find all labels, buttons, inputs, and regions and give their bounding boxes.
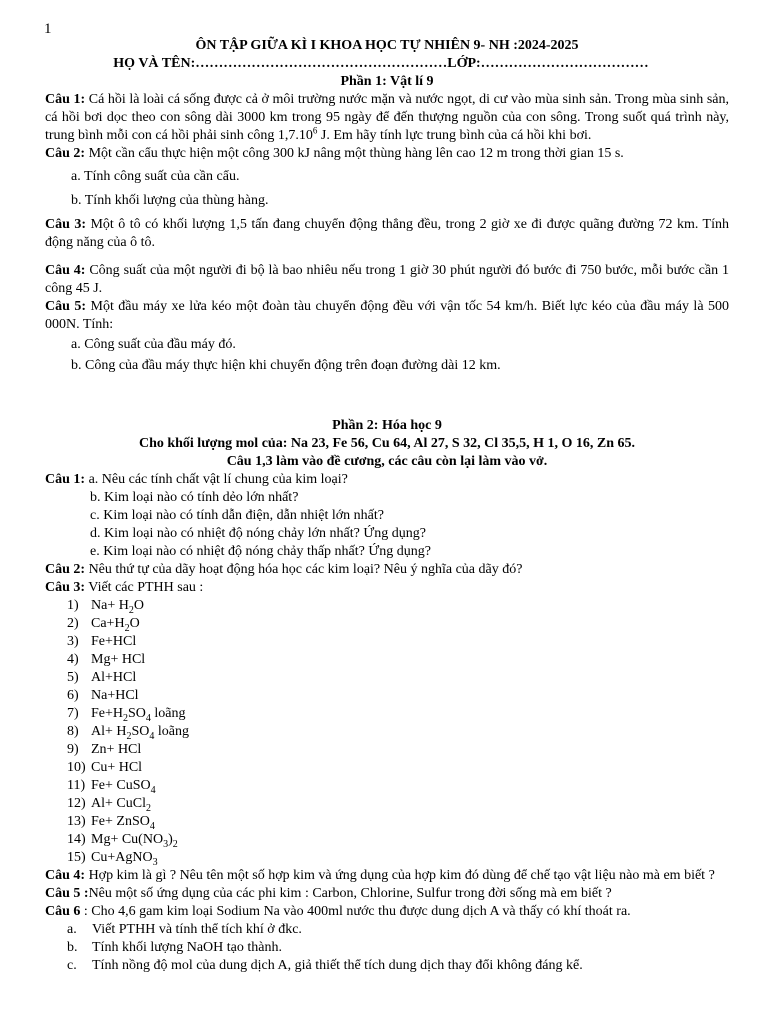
reaction-number: 10) (67, 760, 86, 775)
reaction-formula: $Al+ H_2SO_4$ loãng (91, 724, 190, 742)
part2-title: Phần 2: Hóa học 9 (332, 418, 442, 433)
p2-q6-item (45, 939, 729, 957)
reaction-number: 3) (67, 634, 79, 649)
reaction-number: 11) (67, 778, 86, 793)
reaction-item (67, 831, 729, 849)
reaction-number: 2) (67, 616, 79, 631)
reaction-item (67, 705, 729, 723)
p2-q3-text: Viết các PTHH sau : (85, 580, 204, 595)
p1-q3-text: Một ô tô có khối lượng 1,5 tấn đang chuyển động thẳng đều, trong 2 giờ xe đi được quãng đường 72 km. Tính động năng của ô tô. (45, 217, 729, 250)
reaction-item (67, 633, 729, 651)
p2-q4-label: Câu 4: (45, 868, 86, 883)
molar-mass-note: Cho khối lượng mol của: Na 23, Fe 56, Cu 64, Al 27, S 32, Cl 35,5, H 1, O 16, Zn 65. (138, 436, 636, 451)
reaction-formula: Cu+AgNO$_3$ (91, 850, 158, 868)
p2-question-2 (45, 561, 729, 579)
reaction-item (67, 651, 729, 669)
reaction-item (67, 597, 729, 615)
reaction-formula: Fe+ ZnSO$_4$ (91, 814, 155, 832)
p1-q4-text: Công suất của một người đi bộ là bao nhiêu nếu trong 1 giờ 30 phút người đó bước đi 750 bước, mỗi bước cần 1 công 45 J. (45, 263, 729, 296)
reaction-number: 4) (67, 652, 79, 667)
reaction-list (45, 597, 729, 867)
reaction-formula: Mg+ HCl (91, 652, 146, 667)
reaction-number: 13) (67, 814, 86, 829)
p2-q3-label: Câu 3: (45, 580, 86, 595)
page-number: 1 (44, 21, 52, 37)
p2-q6-item-letter: c. (67, 958, 77, 973)
reaction-number: 7) (67, 706, 79, 721)
p1-question-3 (45, 216, 729, 252)
p1-q1-text: Cá hồi là loài cá sống được cả ở môi trường nước mặn và nước ngọt, di cư vào mùa sinh sản. Trong mùa sinh sản, cá hồi bơi dọc theo con sông dài 3000 km trong 95 ngày để đến thượng nguồn của con sông. Trong suốt quá trình này, trung bình mỗi con cá hồi phải sinh công 1,7.10 (45, 92, 729, 143)
reaction-item (67, 795, 729, 813)
p1-q2-item-a: a. Tính công suất của cần cẩu. (71, 169, 240, 184)
p2-q1-item-c: c. Kim loại nào có tính dẫn điện, dẫn nhiệt lớn nhất? (90, 508, 384, 523)
document-page (45, 18, 729, 975)
p1-question-4 (45, 262, 729, 298)
p2-q1-item-e: e. Kim loại nào có nhiệt độ nóng chảy thấp nhất? Ứng dụng? (90, 544, 431, 559)
p2-q6-item-letter: b. (67, 940, 78, 955)
p1-q2-label: Câu 2: (45, 146, 86, 161)
reaction-item (67, 669, 729, 687)
p1-question-5 (45, 298, 729, 334)
p1-q5-text: Một đầu máy xe lửa kéo một đoàn tàu chuyển động đều với vận tốc 54 km/h. Biết lực kéo của đầu máy là 500 000N. Tính: (45, 299, 729, 332)
p1-q5-label: Câu 5: (45, 299, 87, 314)
document-title: ÔN TẬP GIỮA KÌ I KHOA HỌC TỰ NHIÊN 9- NH :2024-2025 (195, 38, 579, 53)
p1-q5-item-b: b. Công của đầu máy thực hiện khi chuyển động trên đoạn đường dài 12 km. (71, 358, 501, 373)
reaction-item (67, 741, 729, 759)
reaction-number: 15) (67, 850, 86, 865)
reaction-formula: $Mg+ Cu(NO_3)_2$ (91, 832, 178, 850)
p2-q5-text: Nêu một số ứng dụng của các phi kim : Carbon, Chlorine, Sulfur trong đời sống mà em biết ? (88, 886, 612, 901)
reaction-formula: Al+ CuCl$_2$ (91, 796, 151, 814)
p2-q6-item-letter: a. (67, 922, 77, 937)
reaction-formula: $Fe+H_2SO_4$ loãng (91, 706, 186, 724)
p1-q4-label: Câu 4: (45, 263, 86, 278)
reaction-formula: $Ca+H_2O$ (91, 616, 140, 634)
p2-q1-item-d: d. Kim loại nào có nhiệt độ nóng chảy lớn nhất? Ứng dụng? (90, 526, 426, 541)
p2-q1-label: Câu 1: (45, 472, 86, 487)
p1-q1-exponent: 6 (312, 125, 318, 136)
instruction-note: Câu 1,3 làm vào đề cương, các câu còn lại làm vào vở. (226, 454, 548, 469)
reaction-item (67, 777, 729, 795)
p2-q1-item-b: b. Kim loại nào có tính dẻo lớn nhất? (90, 490, 299, 505)
reaction-formula: Al+HCl (91, 670, 137, 685)
reaction-number: 14) (67, 832, 86, 847)
p2-question-6 (45, 903, 729, 921)
p2-q6-items (45, 921, 729, 975)
reaction-number: 8) (67, 724, 79, 739)
p2-q6-label: Câu 6 (45, 904, 81, 919)
p2-question-3 (45, 579, 729, 597)
reaction-number: 5) (67, 670, 79, 685)
p2-q2-text: Nêu thứ tự của dãy hoạt động hóa học các kim loại? Nêu ý nghĩa của dãy đó? (85, 562, 523, 577)
reaction-formula: Na+HCl (91, 688, 139, 703)
reaction-formula: Zn+ HCl (91, 742, 142, 757)
p1-q2-text: Một cần cẩu thực hiện một công 300 kJ nâng một thùng hàng lên cao 12 m trong thời gian 15 s. (85, 146, 624, 161)
p1-q1-label: Câu 1: (45, 92, 86, 107)
p2-q6-item (45, 957, 729, 975)
p1-q2-item-b: b. Tính khối lượng của thùng hàng. (71, 193, 269, 208)
p1-question-1 (45, 91, 729, 145)
reaction-number: 12) (67, 796, 86, 811)
p2-question-4 (45, 867, 729, 885)
reaction-item (67, 615, 729, 633)
part1-title: Phần 1: Vật lí 9 (340, 74, 434, 89)
reaction-number: 9) (67, 742, 79, 757)
p2-q4-text: Hợp kim là gì ? Nêu tên một số hợp kim và ứng dụng của hợp kim đó dùng để chế tạo vật liệu nào mà em biết ? (85, 868, 715, 883)
name-class-line: HỌ VÀ TÊN:………………………………………………LỚP:……………………………… (113, 56, 649, 71)
reaction-formula: Fe+HCl (91, 634, 137, 649)
p1-q1-text-end: J. Em hãy tính lực trung bình của cá hồi khi bơi. (317, 128, 592, 143)
p1-question-2 (45, 145, 729, 163)
reaction-formula: Fe+ CuSO$_4$ (91, 778, 156, 796)
reaction-item (67, 687, 729, 705)
reaction-number: 1) (67, 598, 79, 613)
reaction-formula: Cu+ HCl (91, 760, 143, 775)
p1-q3-label: Câu 3: (45, 217, 87, 232)
p2-q6-item-text: Tính nồng độ mol của dung dịch A, giả thiết thể tích dung dịch thay đổi không đáng kể. (92, 958, 583, 973)
reaction-item (67, 759, 729, 777)
p2-q2-label: Câu 2: (45, 562, 86, 577)
reaction-number: 6) (67, 688, 79, 703)
p2-q6-item (45, 921, 729, 939)
reaction-item (67, 723, 729, 741)
p2-question-1 (45, 471, 729, 489)
reaction-formula: $Na+ H_2O$ (91, 598, 144, 616)
p2-q6-text: : Cho 4,6 gam kim loại Sodium Na vào 400ml nước thu được dung dịch A và thấy có khí thoát ra. (80, 904, 631, 919)
p2-q6-item-text: Viết PTHH và tính thể tích khí ở đkc. (92, 922, 302, 937)
p2-question-5 (45, 885, 729, 903)
p2-q6-item-text: Tính khối lượng NaOH tạo thành. (92, 940, 282, 955)
reaction-item (67, 813, 729, 831)
p2-q1-item-a: a. Nêu các tính chất vật lí chung của kim loại? (85, 472, 348, 487)
p2-q5-label: Câu 5 : (45, 886, 89, 901)
p1-q5-item-a: a. Công suất của đầu máy đó. (71, 337, 236, 352)
reaction-item (67, 849, 729, 867)
